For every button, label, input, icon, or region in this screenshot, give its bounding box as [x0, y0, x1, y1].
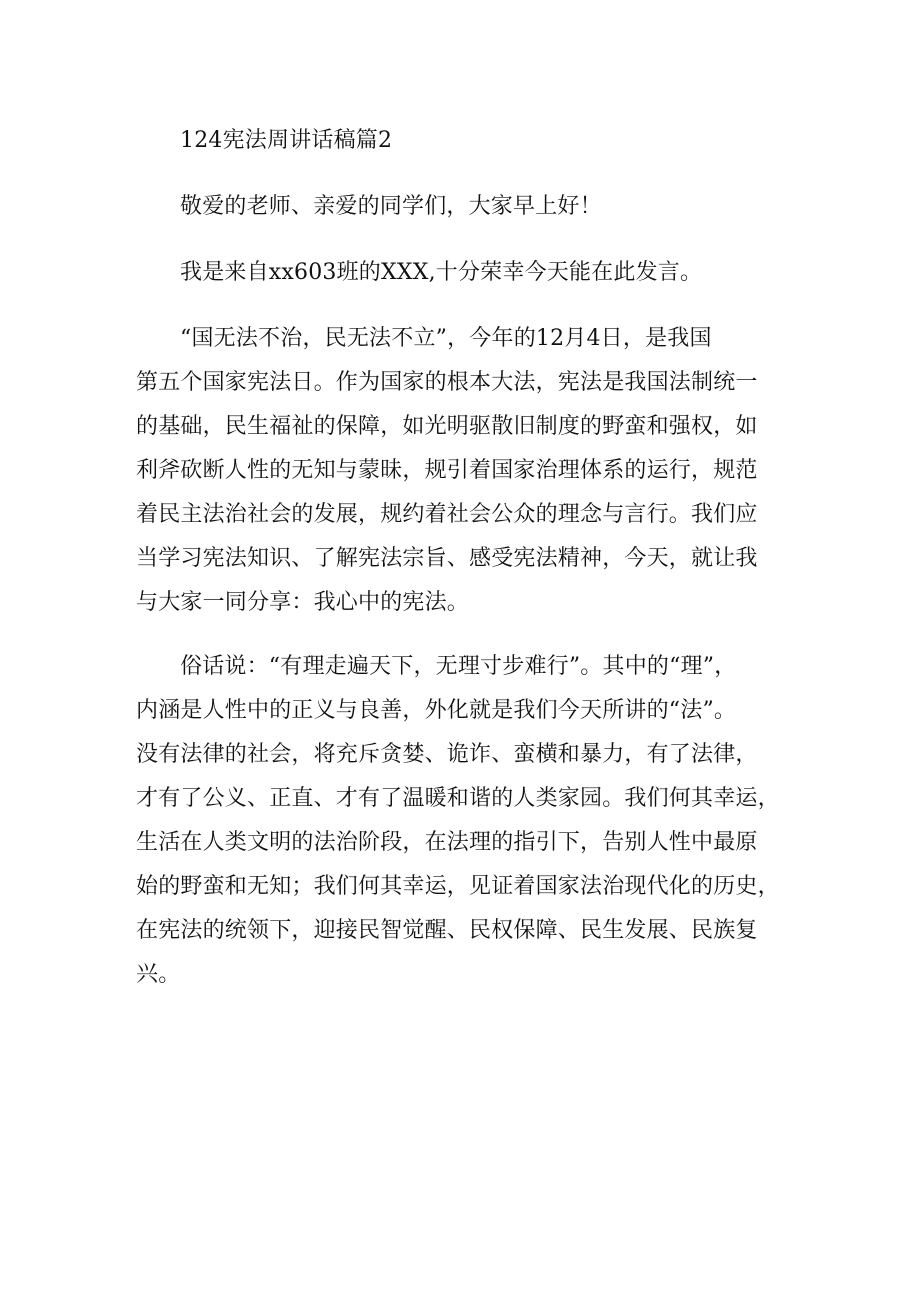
text-line: 第五个国家宪法日。作为国家的根本大法，宪法是我国法制统一 [136, 370, 758, 395]
text-line: 俗话说：“有理走遍天下，无理寸步难行”。其中的“理”， [180, 654, 737, 679]
text-line: 与大家一同分享：我心中的宪法。 [136, 590, 470, 615]
paragraph-proverb [136, 645, 796, 997]
text-line: 内涵是人性中的正义与良善，外化就是我们今天所讲的“法”。 [136, 698, 737, 723]
text-line: 兴。 [136, 962, 181, 987]
text-line: 的基础，民生福祉的保障，如光明驱散旧制度的野蛮和强权，如 [136, 414, 758, 439]
text-line: 生活在人类文明的法治阶段，在法理的指引下，告别人性中最原 [136, 830, 758, 855]
text-line: 着民主法治社会的发展，规约着社会公众的理念与言行。我们应 [136, 502, 758, 527]
text-line: 没有法律的社会，将充斥贪婪、诡诈、蛮横和暴力，有了法律， [136, 742, 758, 767]
text-line: 利斧砍断人性的无知与蒙昧，规引着国家治理体系的运行，规范 [136, 458, 758, 483]
text-line: 才有了公义、正直、才有了温暖和谐的人类家园。我们何其幸运， [136, 786, 780, 811]
document-body [136, 119, 796, 1017]
text-line: 始的野蛮和无知；我们何其幸运，见证着国家法治现代化的历史， [136, 874, 780, 899]
text-line: “国无法不治，民无法不立”，今年的12月4日，是我国 [180, 326, 712, 351]
greeting-paragraph: 敬爱的老师、亲爱的同学们，大家早上好！ [180, 194, 602, 219]
document-title: 124宪法周讲话稿篇2 [180, 128, 393, 153]
text-line: 当学习宪法知识、了解宪法宗旨、感受宪法精神，今天，就让我 [136, 546, 758, 571]
paragraph-constitution-day [136, 317, 796, 625]
text-line: 在宪法的统领下，迎接民智觉醒、民权保障、民生发展、民族复 [136, 918, 758, 943]
intro-paragraph: 我是来自xx603班的XXX,十分荣幸今天能在此发言。 [180, 260, 703, 285]
